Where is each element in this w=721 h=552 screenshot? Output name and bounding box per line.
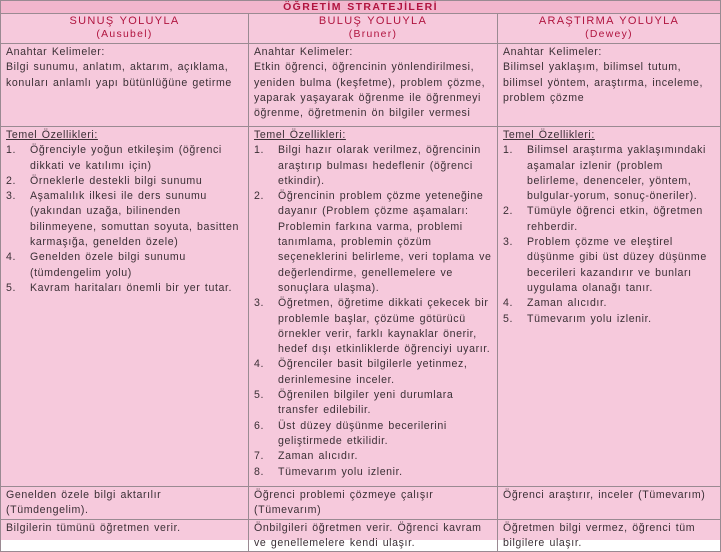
features-label: Temel Özellikleri: (6, 129, 98, 141)
keywords-cell-sunus (1, 44, 249, 127)
features-list (6, 143, 244, 296)
feature-item (6, 281, 244, 296)
feature-item (254, 465, 493, 480)
column-header-bulus (249, 14, 498, 44)
features-list (254, 143, 493, 480)
features-cell-sunus (1, 127, 249, 487)
keywords-row (1, 44, 721, 127)
approach-cell-sunus: Genelden özele bilgi aktarılır (Tümdengelim). (1, 487, 249, 520)
feature-number: 1. (254, 144, 265, 157)
keywords-text: Bilgi sunumu, anlatım, aktarım, açıklama, konuları anlamlı yapı bütünlüğüne getirme (6, 61, 232, 89)
feature-item (503, 143, 716, 204)
feature-number: 5. (6, 281, 17, 294)
feature-text: Bilgi hazır olarak verilmez, öğrencinin araştırıp bulması hedeflenir (öğrenci etkindir). (278, 144, 481, 187)
keywords-text: Bilimsel yaklaşım, bilimsel tutum, bilimsel yöntem, araştırma, inceleme, problem çözme (503, 61, 704, 104)
feature-number: 5. (254, 389, 265, 402)
column-name: SUNUŞ YOLUYLA (69, 15, 180, 27)
feature-number: 2. (6, 174, 17, 187)
teacher-role-row (1, 519, 721, 552)
feature-text: Zaman alıcıdır. (278, 450, 359, 463)
features-label: Temel Özellikleri: (254, 129, 346, 141)
features-cell-bulus (249, 127, 498, 487)
feature-text: Problem çözme ve eleştirel düşünme gibi üst düzey düşünme becerileri kazandırır ve bunları uygulama olanağı tanır. (527, 236, 707, 294)
feature-text: Öğretmen, öğretime dikkati çekecek bir problemle başlar, çözüme götürücü örnekler verir, farklı kaynaklar önerir, hedef dışı etkinliklerde öğrenciyi uyarır. (278, 297, 491, 356)
column-author: (Dewey) (585, 29, 633, 40)
column-author: (Bruner) (348, 29, 398, 40)
teacher-role-cell-bulus: Önbilgileri öğretmen verir. Öğrenci kavram ve genellemelere kendi ulaşır. (249, 519, 498, 552)
column-name: ARAŞTIRMA YOLUYLA (538, 15, 680, 27)
features-label: Temel Özellikleri: (503, 129, 595, 141)
teacher-role-cell-sunus: Bilgilerin tümünü öğretmen verir. (1, 519, 249, 552)
keywords-cell-bulus (249, 44, 498, 127)
approach-row (1, 487, 721, 520)
features-row (1, 127, 721, 487)
feature-item (254, 189, 493, 296)
feature-number: 5. (503, 312, 514, 325)
features-list (503, 143, 716, 327)
feature-text: Genelden özele bilgi sunumu (tümdengelim yolu) (30, 251, 186, 279)
feature-number: 3. (503, 236, 514, 249)
feature-number: 3. (6, 190, 17, 203)
keywords-cell-arastirma (498, 44, 721, 127)
feature-item (6, 174, 244, 189)
feature-text: Tümüyle öğrenci etkin, öğretmen rehberdir. (527, 205, 703, 233)
table-title: ÖĞRETİM STRATEJİLERİ (1, 1, 721, 14)
feature-text: Tümevarım yolu izlenir. (527, 312, 652, 325)
feature-text: Zaman alıcıdır. (527, 297, 608, 310)
feature-item (503, 235, 716, 296)
feature-text: Bilimsel araştırma yaklaşımındaki aşamalar izlenir (problem belirleme, denenceler, yöntem, bulgular-yorum, sonuç-öneriler). (527, 144, 706, 203)
feature-item (503, 312, 716, 327)
column-name: BULUŞ YOLUYLA (318, 15, 428, 27)
feature-item (254, 296, 493, 357)
feature-number: 2. (254, 190, 265, 203)
feature-text: Öğrenciyle yoğun etkileşim (öğrenci dikkati ve katılımı için) (30, 144, 222, 172)
approach-cell-arastirma: Öğrenci araştırır, inceler (Tümevarım) (498, 487, 721, 520)
feature-text: Öğrencinin problem çözme yeteneğine dayanır (Problem çözme aşamaları: Problemin farkına varma, problemi tanımlama, problemin çözüm seçeneklerini belirleme, veri toplama ve değerlendirme, genellemelere ve sonuçlara ulaşma). (278, 190, 492, 294)
feature-number: 4. (6, 251, 17, 264)
keywords-label: Anahtar Kelimeler: (503, 46, 602, 58)
feature-number: 4. (254, 358, 265, 371)
feature-number: 1. (503, 144, 514, 157)
column-author: (Ausubel) (96, 29, 153, 40)
column-header-arastirma (498, 14, 721, 44)
feature-item (254, 143, 493, 189)
feature-number: 8. (254, 465, 265, 478)
feature-number: 2. (503, 205, 514, 218)
keywords-label: Anahtar Kelimeler: (254, 46, 353, 58)
title-row (1, 1, 721, 14)
feature-text: Tümevarım yolu izlenir. (278, 465, 403, 478)
feature-item (503, 296, 716, 311)
feature-text: Üst düzey düşünme becerilerini geliştirmede etkilidir. (278, 419, 447, 447)
feature-number: 7. (254, 450, 265, 463)
feature-number: 6. (254, 419, 265, 432)
header-row (1, 14, 721, 44)
feature-item (503, 204, 716, 235)
feature-text: Kavram haritaları önemli bir yer tutar. (30, 281, 233, 294)
feature-item (6, 143, 244, 174)
approach-cell-bulus: Öğrenci problemi çözmeye çalışır (Tümevarım) (249, 487, 498, 520)
feature-item (6, 250, 244, 281)
feature-text: Öğrenilen bilgiler yeni durumlara transfer edilebilir. (278, 389, 454, 417)
feature-number: 1. (6, 144, 17, 157)
feature-item (254, 449, 493, 464)
feature-text: Aşamalılık ilkesi ile ders sunumu (yakından uzağa, bilinenden bilinmeyene, somuttan soyuta, basitten karmaşığa, genelden özele) (30, 190, 239, 249)
feature-item (6, 189, 244, 250)
feature-number: 3. (254, 297, 265, 310)
teacher-role-cell-arastirma: Öğretmen bilgi vermez, öğrenci tüm bilgilere ulaşır. (498, 519, 721, 552)
feature-item (254, 388, 493, 419)
feature-item (254, 419, 493, 450)
feature-number: 4. (503, 297, 514, 310)
keywords-text: Etkin öğrenci, öğrencinin yönlendirilmesi, yeniden bulma (keşfetme), problem çözme, yaparak yaşayarak öğrenme ile öğrenmeyi öğrenme, öğretmenin ön bilgiler vermesi (254, 61, 486, 120)
feature-text: Örneklerle destekli bilgi sunumu (30, 174, 203, 187)
feature-text: Öğrenciler basit bilgilerle yetinmez, derinlemesine inceler. (278, 358, 468, 386)
column-header-sunus (1, 14, 249, 44)
keywords-label: Anahtar Kelimeler: (6, 46, 105, 58)
features-cell-arastirma (498, 127, 721, 487)
feature-item (254, 357, 493, 388)
